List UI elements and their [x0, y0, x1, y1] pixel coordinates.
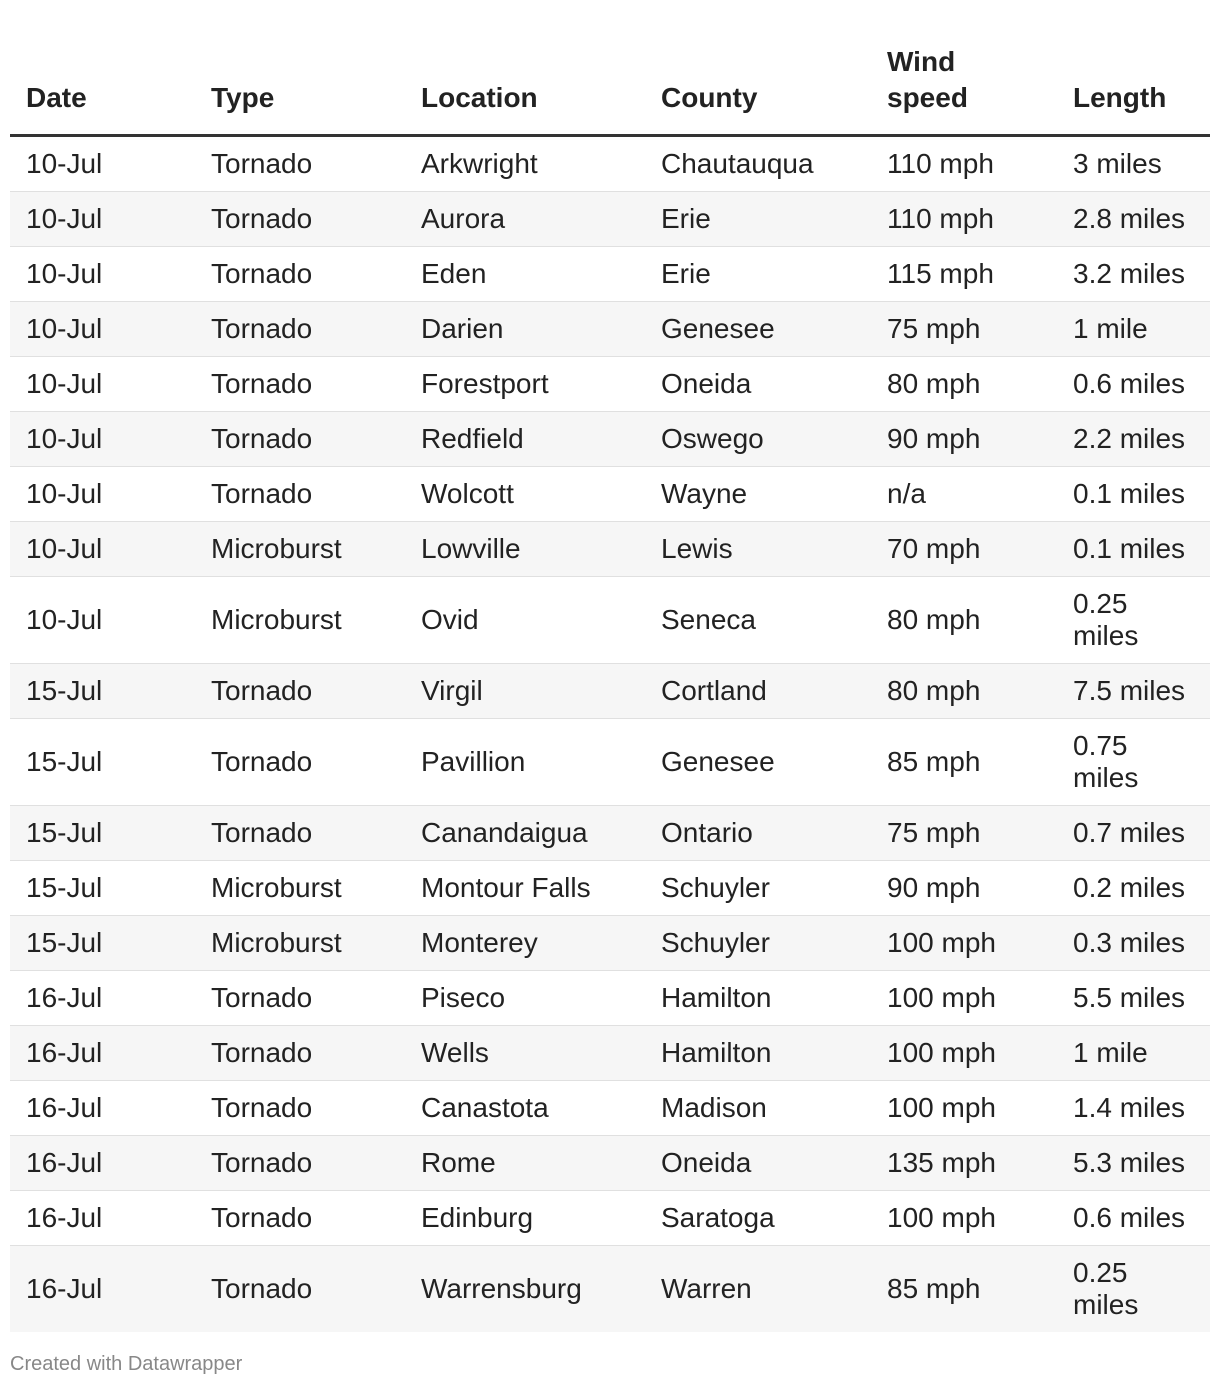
cell-length: 0.75 miles	[1057, 719, 1210, 806]
cell-type: Microburst	[195, 577, 405, 664]
cell-wind-speed: 80 mph	[871, 664, 1057, 719]
cell-wind-speed: 110 mph	[871, 136, 1057, 192]
cell-location: Canastota	[405, 1081, 645, 1136]
cell-location: Lowville	[405, 522, 645, 577]
cell-county: Oneida	[645, 357, 871, 412]
cell-date: 10-Jul	[10, 247, 195, 302]
cell-length: 1 mile	[1057, 302, 1210, 357]
cell-location: Aurora	[405, 192, 645, 247]
cell-length: 7.5 miles	[1057, 664, 1210, 719]
cell-location: Forestport	[405, 357, 645, 412]
cell-county: Oneida	[645, 1136, 871, 1191]
cell-type: Tornado	[195, 467, 405, 522]
cell-type: Tornado	[195, 806, 405, 861]
cell-county: Hamilton	[645, 1026, 871, 1081]
cell-length: 1.4 miles	[1057, 1081, 1210, 1136]
table-row	[10, 412, 1210, 467]
cell-length: 0.2 miles	[1057, 861, 1210, 916]
cell-type: Tornado	[195, 1246, 405, 1333]
cell-date: 15-Jul	[10, 806, 195, 861]
cell-county: Lewis	[645, 522, 871, 577]
cell-date: 16-Jul	[10, 1026, 195, 1081]
cell-location: Montour Falls	[405, 861, 645, 916]
column-header-date[interactable]: Date	[10, 0, 195, 136]
cell-wind-speed: 90 mph	[871, 412, 1057, 467]
table-row	[10, 1191, 1210, 1246]
cell-type: Tornado	[195, 136, 405, 192]
cell-wind-speed: 70 mph	[871, 522, 1057, 577]
cell-wind-speed: 80 mph	[871, 577, 1057, 664]
cell-date: 16-Jul	[10, 971, 195, 1026]
cell-county: Hamilton	[645, 971, 871, 1026]
cell-location: Arkwright	[405, 136, 645, 192]
cell-type: Tornado	[195, 1191, 405, 1246]
cell-location: Rome	[405, 1136, 645, 1191]
column-header-length[interactable]: Length	[1057, 0, 1210, 136]
cell-location: Eden	[405, 247, 645, 302]
cell-length: 3 miles	[1057, 136, 1210, 192]
cell-location: Warrensburg	[405, 1246, 645, 1333]
table-row	[10, 247, 1210, 302]
cell-length: 0.25 miles	[1057, 1246, 1210, 1333]
datawrapper-credit[interactable]: Created with Datawrapper	[10, 1353, 243, 1375]
cell-type: Tornado	[195, 664, 405, 719]
cell-wind-speed: 85 mph	[871, 719, 1057, 806]
cell-date: 15-Jul	[10, 664, 195, 719]
column-header-wind-speed[interactable]: Wind speed	[871, 0, 1057, 136]
cell-location: Wells	[405, 1026, 645, 1081]
table-row	[10, 1246, 1210, 1333]
cell-location: Edinburg	[405, 1191, 645, 1246]
table-row	[10, 136, 1210, 192]
cell-wind-speed: n/a	[871, 467, 1057, 522]
cell-type: Tornado	[195, 971, 405, 1026]
cell-county: Erie	[645, 192, 871, 247]
cell-date: 10-Jul	[10, 192, 195, 247]
cell-wind-speed: 110 mph	[871, 192, 1057, 247]
cell-length: 2.8 miles	[1057, 192, 1210, 247]
cell-length: 5.3 miles	[1057, 1136, 1210, 1191]
cell-county: Seneca	[645, 577, 871, 664]
column-header-type[interactable]: Type	[195, 0, 405, 136]
cell-date: 16-Jul	[10, 1081, 195, 1136]
cell-date: 10-Jul	[10, 522, 195, 577]
cell-wind-speed: 75 mph	[871, 302, 1057, 357]
cell-length: 0.1 miles	[1057, 467, 1210, 522]
cell-length: 3.2 miles	[1057, 247, 1210, 302]
cell-type: Tornado	[195, 302, 405, 357]
cell-length: 0.7 miles	[1057, 806, 1210, 861]
cell-date: 10-Jul	[10, 357, 195, 412]
table-header	[10, 0, 1210, 136]
tornado-table	[10, 0, 1210, 1332]
table-row	[10, 806, 1210, 861]
cell-type: Tornado	[195, 192, 405, 247]
table-row	[10, 577, 1210, 664]
cell-type: Microburst	[195, 916, 405, 971]
table-row	[10, 1136, 1210, 1191]
table-row	[10, 467, 1210, 522]
cell-date: 16-Jul	[10, 1136, 195, 1191]
cell-location: Virgil	[405, 664, 645, 719]
table-row	[10, 1026, 1210, 1081]
cell-length: 1 mile	[1057, 1026, 1210, 1081]
cell-wind-speed: 75 mph	[871, 806, 1057, 861]
table-row	[10, 192, 1210, 247]
cell-county: Genesee	[645, 302, 871, 357]
cell-wind-speed: 90 mph	[871, 861, 1057, 916]
cell-length: 0.3 miles	[1057, 916, 1210, 971]
cell-wind-speed: 100 mph	[871, 1081, 1057, 1136]
table-body	[10, 136, 1210, 1333]
data-table-container	[10, 0, 1210, 1332]
cell-county: Erie	[645, 247, 871, 302]
cell-county: Cortland	[645, 664, 871, 719]
cell-wind-speed: 135 mph	[871, 1136, 1057, 1191]
cell-location: Redfield	[405, 412, 645, 467]
cell-location: Piseco	[405, 971, 645, 1026]
cell-location: Wolcott	[405, 467, 645, 522]
cell-date: 10-Jul	[10, 577, 195, 664]
cell-type: Tornado	[195, 247, 405, 302]
cell-date: 10-Jul	[10, 412, 195, 467]
table-row	[10, 719, 1210, 806]
column-header-location[interactable]: Location	[405, 0, 645, 136]
cell-county: Genesee	[645, 719, 871, 806]
table-row	[10, 1081, 1210, 1136]
cell-county: Schuyler	[645, 861, 871, 916]
cell-length: 0.25 miles	[1057, 577, 1210, 664]
cell-date: 16-Jul	[10, 1191, 195, 1246]
cell-type: Tornado	[195, 357, 405, 412]
cell-type: Tornado	[195, 412, 405, 467]
cell-date: 10-Jul	[10, 302, 195, 357]
cell-type: Tornado	[195, 1081, 405, 1136]
table-row	[10, 664, 1210, 719]
cell-county: Schuyler	[645, 916, 871, 971]
cell-length: 0.6 miles	[1057, 1191, 1210, 1246]
cell-date: 16-Jul	[10, 1246, 195, 1333]
header-row	[10, 0, 1210, 136]
cell-location: Canandaigua	[405, 806, 645, 861]
cell-wind-speed: 80 mph	[871, 357, 1057, 412]
cell-wind-speed: 85 mph	[871, 1246, 1057, 1333]
table-row	[10, 916, 1210, 971]
cell-county: Saratoga	[645, 1191, 871, 1246]
cell-wind-speed: 100 mph	[871, 1191, 1057, 1246]
cell-date: 10-Jul	[10, 467, 195, 522]
cell-type: Tornado	[195, 719, 405, 806]
cell-length: 2.2 miles	[1057, 412, 1210, 467]
cell-county: Chautauqua	[645, 136, 871, 192]
table-row	[10, 302, 1210, 357]
cell-type: Tornado	[195, 1026, 405, 1081]
cell-length: 5.5 miles	[1057, 971, 1210, 1026]
table-row	[10, 357, 1210, 412]
cell-location: Ovid	[405, 577, 645, 664]
cell-county: Ontario	[645, 806, 871, 861]
cell-type: Microburst	[195, 522, 405, 577]
cell-county: Wayne	[645, 467, 871, 522]
cell-wind-speed: 100 mph	[871, 916, 1057, 971]
cell-type: Microburst	[195, 861, 405, 916]
cell-wind-speed: 115 mph	[871, 247, 1057, 302]
cell-date: 15-Jul	[10, 861, 195, 916]
cell-type: Tornado	[195, 1136, 405, 1191]
cell-wind-speed: 100 mph	[871, 1026, 1057, 1081]
column-header-county[interactable]: County	[645, 0, 871, 136]
cell-date: 15-Jul	[10, 916, 195, 971]
cell-location: Darien	[405, 302, 645, 357]
cell-date: 15-Jul	[10, 719, 195, 806]
table-row	[10, 522, 1210, 577]
cell-wind-speed: 100 mph	[871, 971, 1057, 1026]
table-row	[10, 971, 1210, 1026]
cell-length: 0.1 miles	[1057, 522, 1210, 577]
cell-county: Madison	[645, 1081, 871, 1136]
cell-county: Oswego	[645, 412, 871, 467]
cell-county: Warren	[645, 1246, 871, 1333]
cell-location: Monterey	[405, 916, 645, 971]
table-row	[10, 861, 1210, 916]
cell-location: Pavillion	[405, 719, 645, 806]
cell-date: 10-Jul	[10, 136, 195, 192]
cell-length: 0.6 miles	[1057, 357, 1210, 412]
